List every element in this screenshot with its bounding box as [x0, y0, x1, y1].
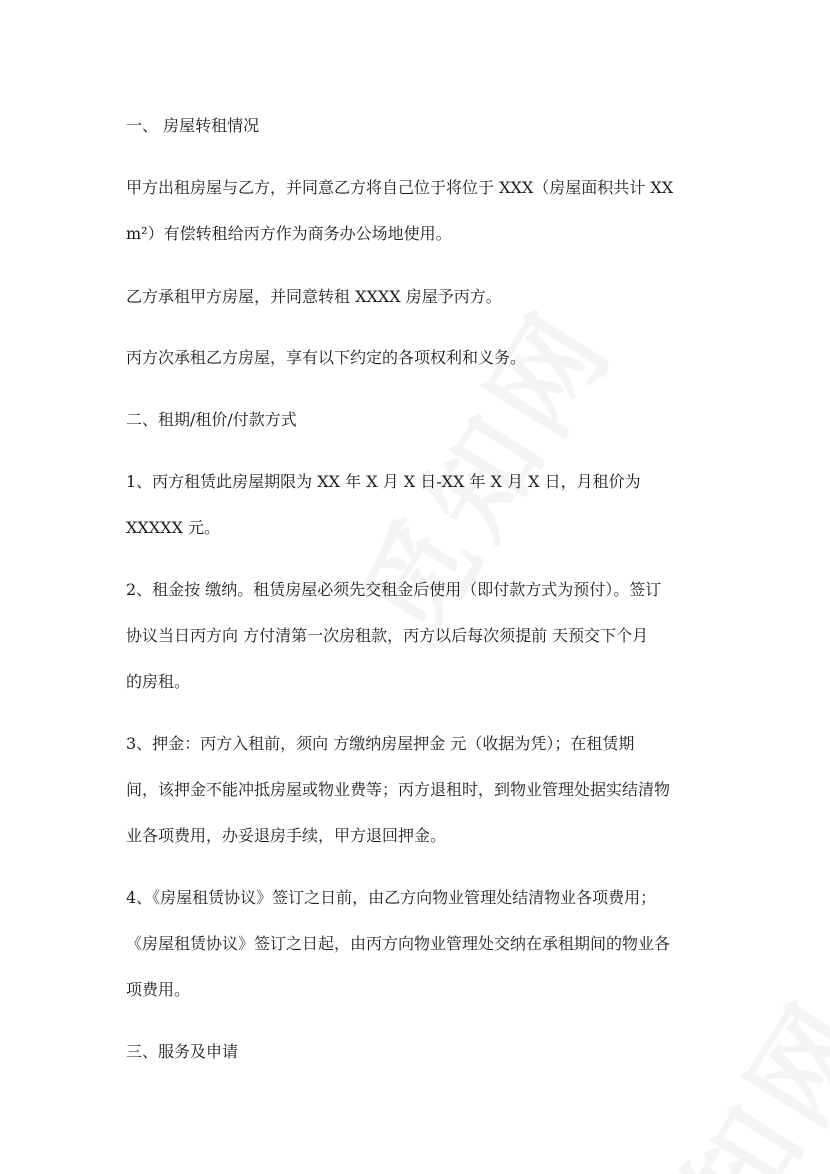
- paragraph-line: 项费用。: [126, 980, 191, 999]
- watermark: [578, 964, 830, 1174]
- section-heading-1: 一、 房屋转租情况: [126, 116, 260, 135]
- paragraph-line: m²）有偿转租给丙方作为商务办公场地使用。: [126, 224, 452, 243]
- section-heading-3: 三、服务及申请: [126, 1042, 239, 1061]
- paragraph-line: 间，该押金不能冲抵房屋或物业费等；丙方退租时，到物业管理处据实结清物: [126, 780, 671, 799]
- paragraph-line: 丙方次承租乙方房屋，享有以下约定的各项权利和义务。: [126, 348, 527, 367]
- paragraph-line: 的房租。: [126, 672, 191, 691]
- paragraph-line: XXXXX 元。: [126, 518, 221, 537]
- paragraph-line: 1、丙方租赁此房屋期限为 XX 年 X 月 X 日-XX 年 X 月 X 日，月租价为: [126, 472, 641, 491]
- paragraph-line: 协议当日丙方向 方付清第一次房租款，丙方以后每次须提前 天预交下个月: [126, 626, 649, 645]
- section-heading-2: 二、租期/租价/付款方式: [126, 410, 297, 429]
- paragraph-line: 甲方出租房屋与乙方，并同意乙方将自己位于将位于 XXX（房屋面积共计 XX: [126, 178, 674, 197]
- paragraph-line: 业各项费用，办妥退房手续，甲方退回押金。: [126, 826, 447, 845]
- watermark: [318, 274, 643, 663]
- paragraph-line: 《房屋租赁协议》签订之日起，由丙方向物业管理处交纳在承租期间的物业各: [126, 934, 671, 953]
- paragraph-line: 4、《房屋租赁协议》签订之日前，由乙方向物业管理处结清物业各项费用；: [126, 888, 657, 907]
- paragraph-line: 3、押金：丙方入租前，须向 方缴纳房屋押金 元（收据为凭）；在租赁期: [126, 734, 635, 753]
- paragraph-line: 乙方承租甲方房屋，并同意转租 XXXX 房屋予丙方。: [126, 287, 502, 306]
- paragraph-line: 2、租金按 缴纳。租赁房屋必须先交租金后使用（即付款方式为预付）。签订: [126, 580, 662, 599]
